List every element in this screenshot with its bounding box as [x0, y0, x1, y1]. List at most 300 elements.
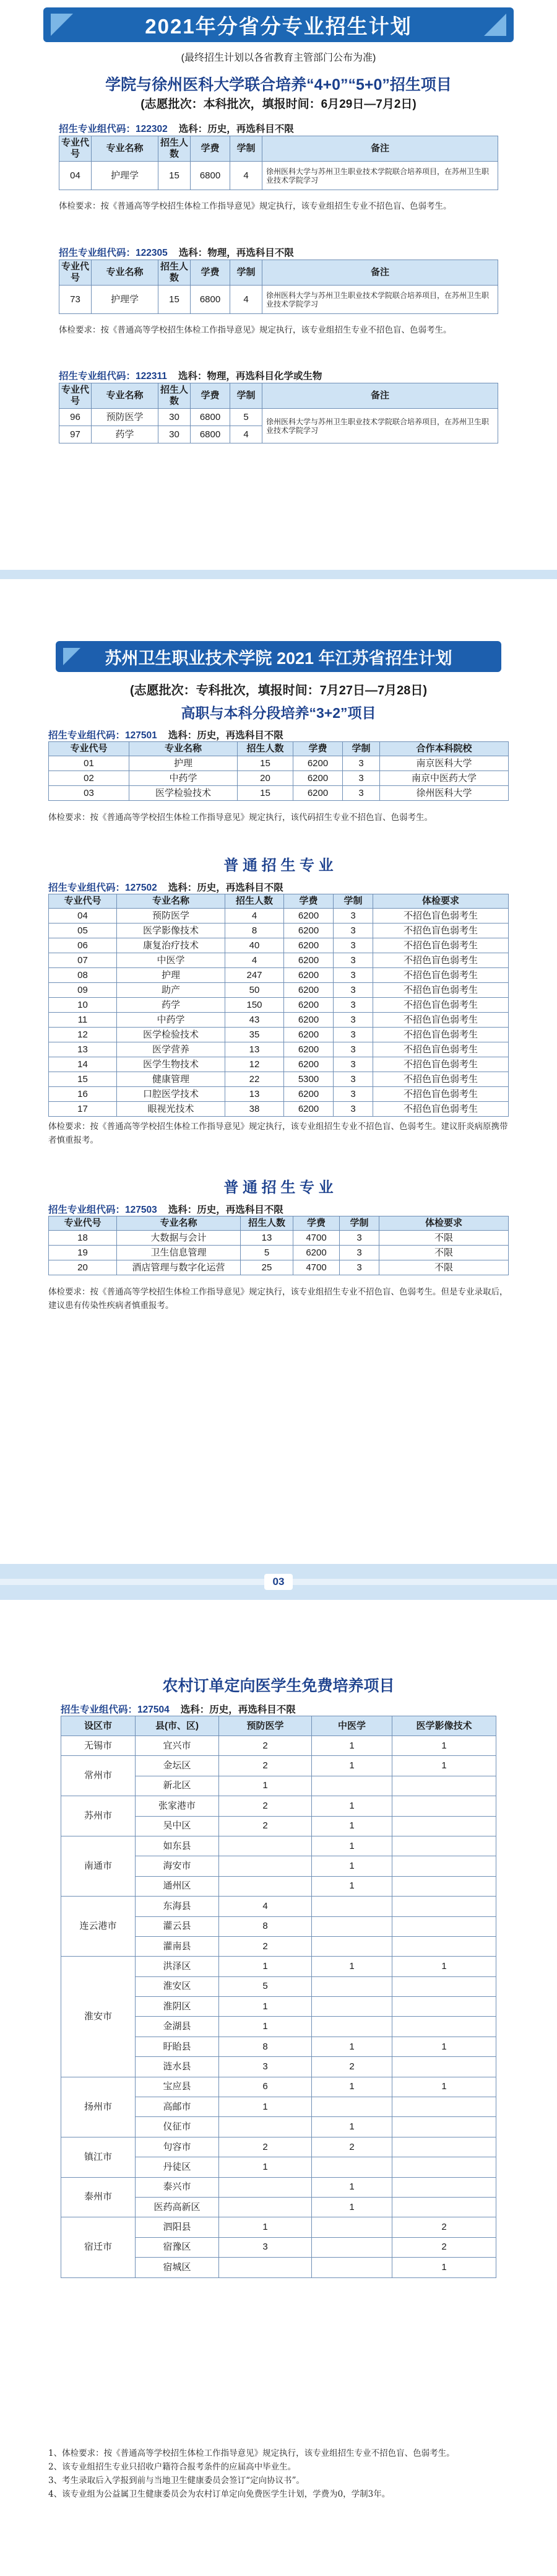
section-title-3plus2: 高职与本科分段培养“3+2”项目 — [181, 705, 376, 721]
cell: 宿豫区 — [136, 2237, 219, 2257]
cell: 2 — [219, 1816, 312, 1836]
cell: 5300 — [284, 1072, 334, 1087]
cell: 句容市 — [136, 2137, 219, 2157]
cell: 3 — [219, 2237, 312, 2257]
col-header: 备注 — [262, 136, 498, 162]
cell: 不限 — [379, 1246, 509, 1260]
cell — [312, 2258, 392, 2277]
cell: 预防医学 — [92, 409, 158, 426]
cell: 30 — [158, 409, 191, 426]
col-header: 合作本科院校 — [380, 742, 509, 756]
cell: 05 — [49, 923, 117, 938]
col-header: 县(市、区) — [136, 1716, 219, 1736]
col-header: 学费 — [284, 894, 334, 909]
cell: 17 — [49, 1102, 117, 1117]
cell: 5 — [230, 409, 262, 426]
cell: 04 — [59, 162, 92, 190]
cell: 15 — [158, 286, 191, 314]
cell: 医药高新区 — [136, 2197, 219, 2217]
table-row — [59, 409, 498, 426]
plan-table-127502 — [48, 894, 509, 1117]
cell: 04 — [49, 909, 117, 923]
cell: 1 — [392, 2258, 496, 2277]
cell — [312, 1776, 392, 1796]
code-label: 招生专业组代码： — [61, 1705, 138, 1715]
cell — [392, 1897, 496, 1916]
col-header: 学费 — [293, 1216, 340, 1231]
banner-note: (最终招生计划以各省教育主管部门公布为准) — [181, 53, 376, 63]
table-header-row — [49, 894, 509, 909]
remark-cell: 徐州医科大学与苏州卫生职业技术学院联合培养项目，在苏州卫生职业技术学院学习 — [262, 162, 498, 190]
table-body — [61, 1736, 496, 2278]
col-header: 备注 — [262, 383, 498, 409]
cell — [392, 1856, 496, 1876]
cell — [312, 1897, 392, 1916]
cell: 淮安区 — [136, 1976, 219, 1996]
table-header-row — [59, 136, 498, 162]
col-header: 备注 — [262, 260, 498, 286]
cell: 酒店管理与数字化运营 — [117, 1260, 241, 1275]
plan-table-122311 — [59, 383, 498, 443]
group-code-line — [61, 1702, 296, 1716]
table-row — [49, 1260, 509, 1275]
table-header-row — [49, 1216, 509, 1231]
cell: 金坛区 — [136, 1756, 219, 1776]
cell: 22 — [225, 1072, 284, 1087]
cell: 8 — [219, 2037, 312, 2056]
group-code: 127503 — [125, 1205, 157, 1215]
cell — [312, 2017, 392, 2037]
cell: 25 — [241, 1260, 293, 1275]
cell: 宜兴市 — [136, 1736, 219, 1756]
table-row — [49, 771, 509, 786]
cell: 6200 — [284, 998, 334, 1013]
cell: 2 — [312, 2057, 392, 2077]
code-label: 招生专业组代码： — [48, 730, 126, 741]
cell: 1 — [219, 2217, 312, 2237]
city-cell: 无锡市 — [61, 1736, 136, 1756]
cell: 6200 — [284, 1087, 334, 1102]
plan-banner — [56, 641, 501, 672]
cell: 09 — [49, 983, 117, 998]
group-code: 127501 — [125, 730, 157, 741]
cell: 8 — [225, 923, 284, 938]
cell — [312, 1976, 392, 1996]
batch-line: (志愿批次：专科批次，填报时间：7月27日—7月28日) — [129, 684, 428, 697]
col-header: 学费 — [191, 136, 230, 162]
city-cell: 连云港市 — [61, 1897, 136, 1957]
cell: 6200 — [284, 983, 334, 998]
table-row — [49, 923, 509, 938]
col-header: 中医学 — [312, 1716, 392, 1736]
cell: 2 — [392, 2237, 496, 2257]
col-header: 专业代号 — [59, 383, 92, 409]
cell: 南京医科大学 — [380, 756, 509, 771]
cell: 1 — [392, 1736, 496, 1756]
cell: 6800 — [191, 286, 230, 314]
group-code: 127504 — [137, 1705, 170, 1715]
col-header: 学制 — [340, 1216, 379, 1231]
col-header: 招生人数 — [225, 894, 284, 909]
cell: 新北区 — [136, 1776, 219, 1796]
cell: 15 — [158, 162, 191, 190]
cell: 03 — [49, 786, 129, 801]
table-body — [49, 756, 509, 801]
cell: 吴中区 — [136, 1816, 219, 1836]
cell: 通州区 — [136, 1876, 219, 1896]
cell — [392, 2097, 496, 2117]
cell: 2 — [219, 2137, 312, 2157]
cell — [219, 2197, 312, 2217]
col-header: 学制 — [334, 894, 373, 909]
cell: 1 — [219, 1957, 312, 1976]
group-code: 122311 — [136, 371, 167, 382]
cell — [219, 2258, 312, 2277]
table-row — [49, 983, 509, 998]
cell: 4 — [230, 426, 262, 443]
cell: 6200 — [293, 771, 343, 786]
cell: 不招色盲色弱考生 — [373, 968, 509, 983]
cell: 1 — [312, 2117, 392, 2137]
cell: 1 — [312, 2197, 392, 2217]
cell: 中药学 — [117, 1013, 225, 1028]
cell: 护理学 — [92, 162, 158, 190]
note-item: 1、体检要求：按《普通高等学校招生体检工作指导意见》规定执行，该专业组招生专业不招色盲、色弱考生。 — [48, 2448, 455, 2458]
cell: 1 — [312, 1756, 392, 1776]
cell: 不限 — [379, 1231, 509, 1246]
col-header: 招生人数 — [158, 136, 191, 162]
cell: 宝应县 — [136, 2077, 219, 2097]
cell: 东海县 — [136, 1897, 219, 1916]
cell: 18 — [49, 1231, 117, 1246]
cell: 5 — [219, 1976, 312, 1996]
table-row — [61, 1796, 496, 1816]
cell: 卫生信息管理 — [117, 1246, 241, 1260]
col-header: 专业代号 — [49, 742, 129, 756]
cell — [312, 2237, 392, 2257]
cell: 6200 — [284, 1028, 334, 1042]
group-code-line — [59, 121, 294, 135]
col-header: 体检要求 — [379, 1216, 509, 1231]
banner-decoration — [484, 14, 506, 36]
cell: 1 — [219, 2017, 312, 2037]
cell: 6200 — [284, 968, 334, 983]
col-header: 专业名称 — [129, 742, 238, 756]
table-row — [61, 1897, 496, 1916]
cell: 3 — [334, 1072, 373, 1087]
cell: 1 — [219, 2157, 312, 2177]
col-header: 专业代号 — [59, 136, 92, 162]
cell: 不招色盲色弱考生 — [373, 953, 509, 968]
group-subjects: 选科：历史，再选科目不限 — [180, 1705, 296, 1715]
cell: 1 — [312, 1836, 392, 1856]
cell: 医学检验技术 — [129, 786, 238, 801]
col-header: 学制 — [230, 383, 262, 409]
section-title-rural: 农村订单定向医学生免费培养项目 — [162, 1677, 395, 1695]
cell: 不招色盲色弱考生 — [373, 983, 509, 998]
cell: 12 — [225, 1057, 284, 1072]
col-header: 学费 — [293, 742, 343, 756]
col-header: 专业名称 — [117, 1216, 241, 1231]
cell — [392, 1796, 496, 1816]
cell: 南京中医药大学 — [380, 771, 509, 786]
cell — [312, 1997, 392, 2017]
cell: 73 — [59, 286, 92, 314]
cell: 2 — [392, 2217, 496, 2237]
table-row — [61, 1756, 496, 1776]
code-label: 招生专业组代码： — [48, 1205, 126, 1215]
cell: 盱眙县 — [136, 2037, 219, 2056]
cell: 1 — [312, 1796, 392, 1816]
note-item: 4、该专业组为公益属卫生健康委员会为农村订单定向免费医学生计划，学费为0，学制3年。 — [48, 2489, 391, 2499]
table-row — [49, 1057, 509, 1072]
cell — [392, 2057, 496, 2077]
cell: 2 — [219, 1796, 312, 1816]
cell: 19 — [49, 1246, 117, 1260]
note-item: 2、该专业组招生专业只招收户籍符合报考条件的应届高中毕业生。 — [48, 2462, 296, 2472]
code-label: 招生专业组代码： — [48, 883, 126, 893]
cell — [312, 1916, 392, 1936]
cell: 1 — [219, 1776, 312, 1796]
cell: 不招色盲色弱考生 — [373, 1028, 509, 1042]
cell — [392, 2017, 496, 2037]
cell: 11 — [49, 1013, 117, 1028]
cell — [392, 2177, 496, 2197]
cell: 不招色盲色弱考生 — [373, 1102, 509, 1117]
cell: 6200 — [284, 923, 334, 938]
table-row — [49, 938, 509, 953]
table-row — [49, 1013, 509, 1028]
plan-table-122302 — [59, 136, 498, 190]
cell: 247 — [225, 968, 284, 983]
cell — [219, 1836, 312, 1856]
city-cell: 常州市 — [61, 1756, 136, 1796]
cell: 50 — [225, 983, 284, 998]
group-note: 体检要求：按《普通高等学校招生体检工作指导意见》规定执行，该代码招生专业不招色盲、色弱考生。 — [48, 813, 433, 823]
cell: 16 — [49, 1087, 117, 1102]
cell: 1 — [392, 1756, 496, 1776]
cell: 淮阴区 — [136, 1997, 219, 2017]
cell: 07 — [49, 953, 117, 968]
col-header: 预防医学 — [219, 1716, 312, 1736]
cell — [392, 1776, 496, 1796]
banner-decoration — [51, 14, 73, 36]
cell: 3 — [343, 771, 380, 786]
table-row — [49, 1087, 509, 1102]
cell: 3 — [340, 1246, 379, 1260]
cell: 02 — [49, 771, 129, 786]
cell: 3 — [334, 968, 373, 983]
cell: 中药学 — [129, 771, 238, 786]
section-title-regular: 普 通 招 生 专 业 — [223, 857, 334, 874]
col-header: 专业名称 — [92, 260, 158, 286]
table-body — [49, 1231, 509, 1275]
cell: 1 — [312, 1856, 392, 1876]
cell: 43 — [225, 1013, 284, 1028]
table-row — [49, 1072, 509, 1087]
group-subjects: 选科：历史，再选科目不限 — [168, 1205, 283, 1215]
table-row — [61, 1736, 496, 1756]
cell: 不限 — [379, 1260, 509, 1275]
code-label: 招生专业组代码： — [59, 124, 136, 134]
cell: 2 — [219, 1936, 312, 1956]
page-one — [0, 0, 557, 579]
cell: 金湖县 — [136, 2017, 219, 2037]
table-row — [61, 2217, 496, 2237]
group-note: 体检要求：按《普通高等学校招生体检工作指导意见》规定执行，该专业组招生专业不招色盲、色弱考生。 — [59, 201, 452, 211]
cell: 3 — [334, 938, 373, 953]
cell: 1 — [392, 1957, 496, 1976]
col-header: 学制 — [230, 136, 262, 162]
cell: 药学 — [92, 426, 158, 443]
cell: 12 — [49, 1028, 117, 1042]
cell: 13 — [225, 1042, 284, 1057]
cell: 13 — [225, 1087, 284, 1102]
cell: 6800 — [191, 426, 230, 443]
table-row — [61, 1957, 496, 1976]
table-row — [49, 968, 509, 983]
page-divider — [0, 1564, 557, 1600]
group-code: 122302 — [136, 124, 168, 134]
cell: 医学检验技术 — [117, 1028, 225, 1042]
cell — [392, 1916, 496, 1936]
group-note: 体检要求：按《普通高等学校招生体检工作指导意见》规定执行，该专业组招生专业不招色盲、色弱考生。建议肝炎病原携带者慎重报考。 — [48, 1122, 508, 1145]
group-code: 127502 — [125, 883, 157, 893]
cell: 不招色盲色弱考生 — [373, 1013, 509, 1028]
cell: 20 — [238, 771, 293, 786]
cell: 医学生物技术 — [117, 1057, 225, 1072]
table-header-row — [61, 1716, 496, 1736]
table-row — [49, 1231, 509, 1246]
batch-line: (志愿批次：本科批次，填报时间：6月29日—7月2日) — [140, 98, 417, 111]
cell: 06 — [49, 938, 117, 953]
cell: 涟水县 — [136, 2057, 219, 2077]
cell: 96 — [59, 409, 92, 426]
cell: 护理 — [129, 756, 238, 771]
plan-table-127504 — [61, 1716, 496, 2278]
cell: 15 — [238, 786, 293, 801]
page-number: 03 — [264, 1574, 293, 1590]
city-cell: 泰州市 — [61, 2177, 136, 2217]
table-row — [49, 1028, 509, 1042]
cell: 丹徒区 — [136, 2157, 219, 2177]
cell: 不招色盲色弱考生 — [373, 1087, 509, 1102]
cell: 不招色盲色弱考生 — [373, 1057, 509, 1072]
cell: 4 — [230, 286, 262, 314]
cell: 4700 — [293, 1231, 340, 1246]
page-three — [0, 1610, 557, 2576]
cell: 30 — [158, 426, 191, 443]
cell: 1 — [312, 1957, 392, 1976]
table-header-row — [49, 742, 509, 756]
cell: 6200 — [284, 1102, 334, 1117]
cell: 如东县 — [136, 1836, 219, 1856]
cell: 4 — [225, 909, 284, 923]
cell: 6200 — [284, 1013, 334, 1028]
cell: 护理 — [117, 968, 225, 983]
cell: 3 — [334, 953, 373, 968]
cell: 3 — [334, 1028, 373, 1042]
cell: 药学 — [117, 998, 225, 1013]
cell: 灌云县 — [136, 1916, 219, 1936]
cell: 泗阳县 — [136, 2217, 219, 2237]
cell: 高邮市 — [136, 2097, 219, 2117]
cell: 不招色盲色弱考生 — [373, 909, 509, 923]
col-header: 设区市 — [61, 1716, 136, 1736]
cell — [219, 2177, 312, 2197]
cell — [392, 1997, 496, 2017]
col-header: 体检要求 — [373, 894, 509, 909]
project-title: 学院与徐州医科大学联合培养“4+0”“5+0”招生项目 — [105, 76, 452, 94]
cell: 38 — [225, 1102, 284, 1117]
plan-banner — [43, 7, 514, 42]
cell: 不招色盲色弱考生 — [373, 998, 509, 1013]
cell: 不招色盲色弱考生 — [373, 923, 509, 938]
group-code-line — [59, 245, 294, 259]
table-row — [49, 998, 509, 1013]
table-row — [61, 1836, 496, 1856]
cell: 泰兴市 — [136, 2177, 219, 2197]
cell: 1 — [392, 2077, 496, 2097]
group-code-line — [48, 728, 283, 741]
cell — [219, 1856, 312, 1876]
cell — [392, 1816, 496, 1836]
city-cell: 镇江市 — [61, 2137, 136, 2177]
table-row — [59, 162, 498, 190]
cell: 1 — [219, 2097, 312, 2117]
cell: 6200 — [284, 1057, 334, 1072]
cell — [392, 2157, 496, 2177]
note-item: 3、考生录取后入学报到前与当地卫生健康委员会签订“定向协议书”。 — [48, 2476, 304, 2486]
table-row — [49, 1102, 509, 1117]
cell — [312, 2217, 392, 2237]
cell — [392, 1836, 496, 1856]
cell: 3 — [334, 923, 373, 938]
cell: 3 — [334, 983, 373, 998]
cell: 10 — [49, 998, 117, 1013]
cell: 8 — [219, 1916, 312, 1936]
cell — [312, 2097, 392, 2117]
group-code-line — [48, 1202, 283, 1216]
cell: 3 — [334, 998, 373, 1013]
cell: 1 — [312, 2077, 392, 2097]
cell: 预防医学 — [117, 909, 225, 923]
cell: 150 — [225, 998, 284, 1013]
banner-title: 2021年分省分专业招生计划 — [145, 14, 412, 38]
group-code: 122305 — [136, 248, 168, 258]
code-label: 招生专业组代码： — [59, 371, 136, 382]
cell — [392, 1976, 496, 1996]
table-row — [49, 786, 509, 801]
cell: 5 — [241, 1246, 293, 1260]
cell: 1 — [219, 1997, 312, 2017]
cell: 护理学 — [92, 286, 158, 314]
group-subjects: 选科：物理，再选科目不限 — [178, 248, 294, 258]
cell — [312, 1936, 392, 1956]
group-note: 体检要求：按《普通高等学校招生体检工作指导意见》规定执行，该专业组招生专业不招色盲、色弱考生。但是专业录取后，建议患有传染性疾病者慎重报考。 — [48, 1287, 508, 1311]
cell: 3 — [334, 1057, 373, 1072]
cell: 6800 — [191, 409, 230, 426]
rural-notes — [48, 2447, 509, 2501]
col-header: 招生人数 — [158, 260, 191, 286]
cell: 15 — [49, 1072, 117, 1087]
cell: 97 — [59, 426, 92, 443]
code-label: 招生专业组代码： — [59, 248, 136, 258]
table-row — [49, 953, 509, 968]
group-note: 体检要求：按《普通高等学校招生体检工作指导意见》规定执行，该专业组招生专业不招色盲、色弱考生。 — [59, 325, 452, 335]
table-row — [49, 909, 509, 923]
cell: 1 — [312, 1736, 392, 1756]
